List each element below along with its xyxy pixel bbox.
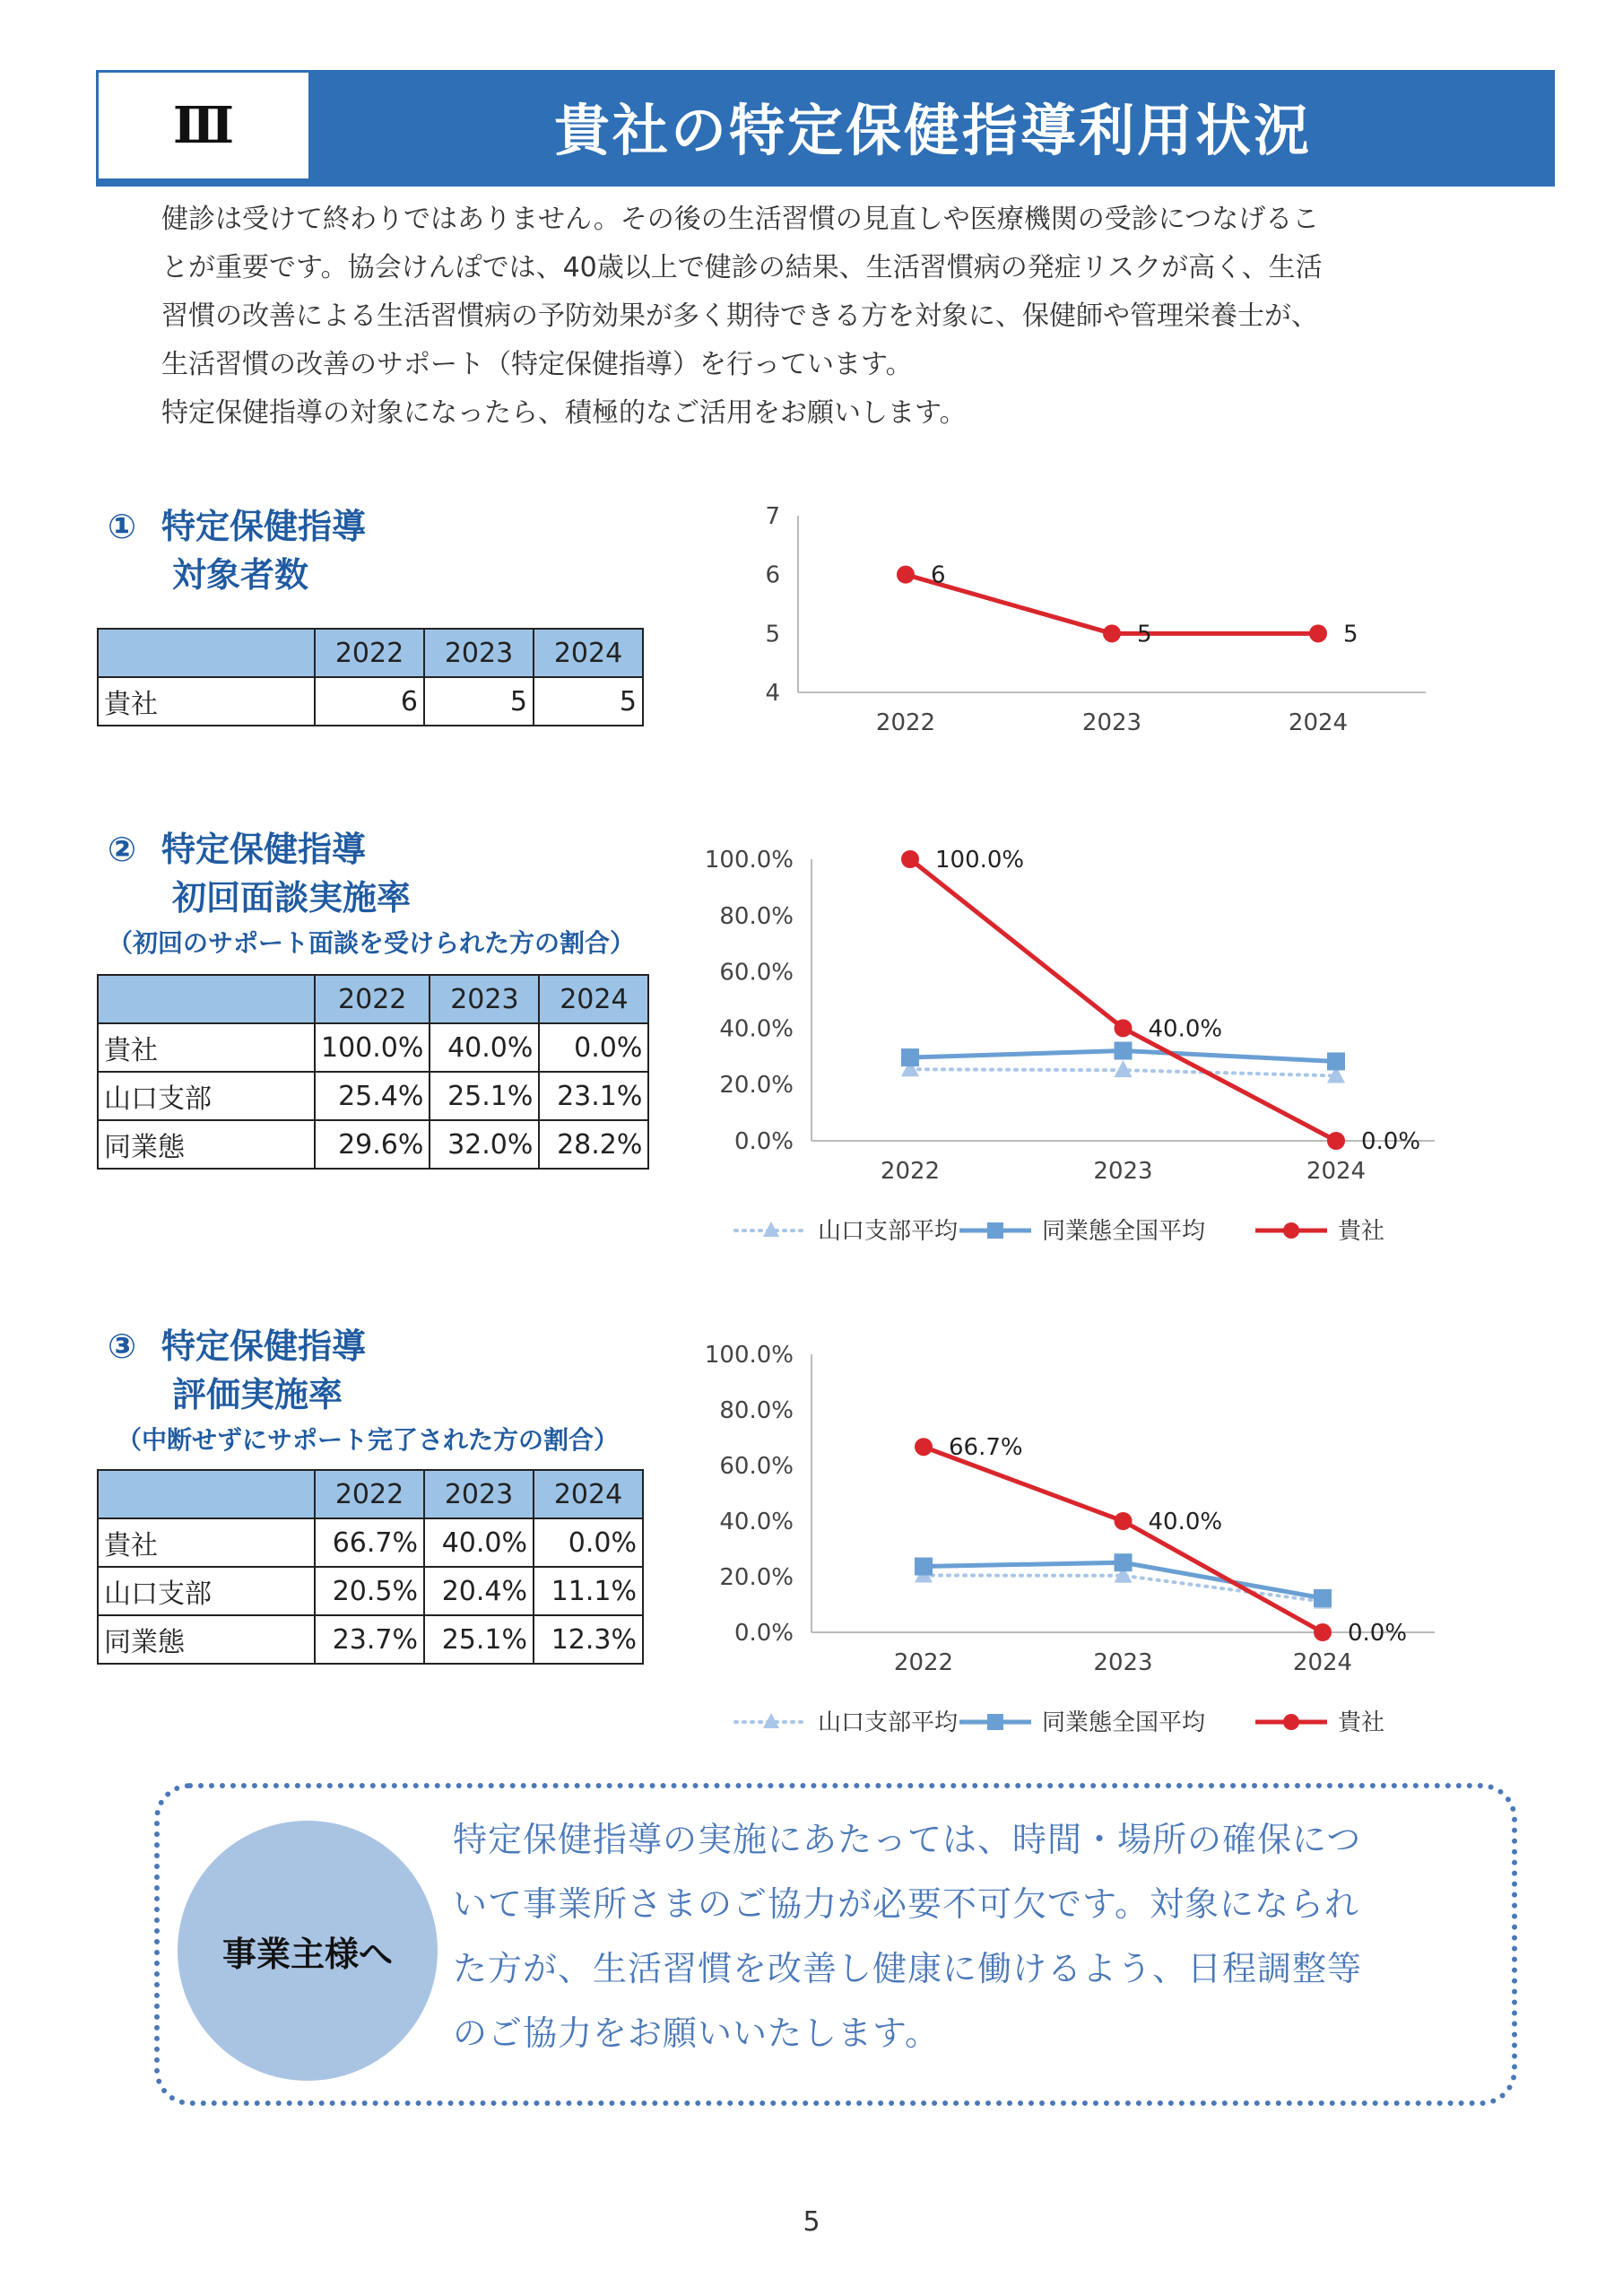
data-point xyxy=(901,850,919,868)
table-row xyxy=(98,1567,643,1615)
section1-number: ① xyxy=(108,507,137,546)
cell-value: 12.3% xyxy=(534,1615,643,1664)
y-tick-label: 60.0% xyxy=(719,959,794,987)
year-header: 2024 xyxy=(534,629,643,677)
y-tick-label: 0.0% xyxy=(733,1620,794,1647)
cell-value: 23.1% xyxy=(539,1072,648,1120)
chart-evaluation-rate xyxy=(664,1327,1462,1740)
data-point xyxy=(1115,1512,1133,1530)
series-line xyxy=(924,1447,1323,1632)
row-label: 山口支部 xyxy=(98,1567,315,1615)
section1-title-line1: 特定保健指導 xyxy=(161,507,367,546)
legend-label: 山口支部平均 xyxy=(818,1218,959,1245)
section-title: 貴社の特定保健指導利用状況 xyxy=(311,70,1555,181)
section1-table xyxy=(97,628,644,726)
y-tick-label: 100.0% xyxy=(704,847,794,874)
intro-line: 習慣の改善による生活習慣病の予防効果が多く期待できる方を対象に、保健師や管理栄養士が、 xyxy=(161,300,1318,332)
y-tick-label: 60.0% xyxy=(719,1453,794,1480)
legend-label: 貴社 xyxy=(1338,1709,1385,1736)
data-label: 0.0% xyxy=(1361,1128,1421,1155)
cell-value: 20.4% xyxy=(424,1567,534,1615)
legend-swatch-marker xyxy=(987,1222,1003,1239)
table-row xyxy=(98,1518,643,1567)
row-label: 山口支部 xyxy=(98,1072,315,1120)
section-number: Ⅲ xyxy=(96,70,311,181)
section3-title-line1: 特定保健指導 xyxy=(161,1326,367,1366)
year-header: 2024 xyxy=(539,975,648,1023)
data-point xyxy=(897,566,915,584)
y-tick-label: 4 xyxy=(765,680,780,707)
x-tick-label: 2023 xyxy=(1093,1649,1153,1676)
y-tick-label: 100.0% xyxy=(704,1342,794,1369)
cell-value: 0.0% xyxy=(534,1518,643,1567)
x-tick-label: 2024 xyxy=(1288,709,1349,736)
row-label: 貴社 xyxy=(98,1023,315,1072)
data-label: 5 xyxy=(1343,621,1358,648)
y-tick-label: 80.0% xyxy=(719,1397,794,1424)
cell-value: 25.1% xyxy=(424,1615,534,1664)
y-tick-label: 6 xyxy=(765,561,780,589)
legend-swatch-marker xyxy=(987,1714,1003,1730)
notice-line: た方が、生活習慣を改善し健康に働けるよう、日程調整等 xyxy=(453,1949,1363,1988)
data-label: 40.0% xyxy=(1148,1509,1223,1535)
employer-notice-text xyxy=(453,1807,1466,2066)
data-point xyxy=(1115,1553,1133,1571)
section3-title-line2: 評価実施率 xyxy=(172,1375,343,1414)
x-tick-label: 2024 xyxy=(1292,1649,1353,1676)
cell-value: 66.7% xyxy=(315,1518,424,1567)
year-header: 2023 xyxy=(424,1470,534,1518)
cell-value: 40.0% xyxy=(424,1518,534,1567)
data-point xyxy=(1309,624,1327,642)
section3-subtitle: （中断せずにサポート完了された方の割合） xyxy=(117,1425,620,1455)
intro-text xyxy=(161,196,1453,438)
section2-title-line2: 初回面談実施率 xyxy=(172,878,412,918)
y-tick-label: 80.0% xyxy=(719,902,794,930)
section2-table xyxy=(97,974,649,1170)
x-tick-label: 2023 xyxy=(1081,709,1142,736)
data-point xyxy=(1115,1019,1133,1037)
y-tick-label: 5 xyxy=(765,621,780,648)
chart-initial-interview-rate xyxy=(664,834,1462,1247)
cell-value: 6 xyxy=(315,677,424,726)
row-label: 貴社 xyxy=(98,1518,315,1567)
section3-table xyxy=(97,1469,644,1665)
section1-title-line2: 対象者数 xyxy=(172,555,309,595)
section2-title-line1: 特定保健指導 xyxy=(161,830,367,869)
cell-value: 100.0% xyxy=(315,1023,430,1072)
legend-swatch-marker xyxy=(1283,1222,1299,1239)
data-label: 66.7% xyxy=(949,1434,1023,1462)
section1-title xyxy=(108,502,366,599)
notice-line: 特定保健指導の実施にあたっては、時間・場所の確保につ xyxy=(453,1820,1362,1859)
cell-value: 25.4% xyxy=(315,1072,430,1120)
y-tick-label: 20.0% xyxy=(719,1564,794,1591)
year-header: 2022 xyxy=(315,629,424,677)
section2-title xyxy=(108,825,411,922)
data-label: 40.0% xyxy=(1148,1015,1223,1043)
y-tick-label: 40.0% xyxy=(719,1015,794,1043)
table-header-row xyxy=(98,975,648,1023)
cell-value: 11.1% xyxy=(534,1567,643,1615)
year-header: 2022 xyxy=(315,975,430,1023)
y-tick-label: 40.0% xyxy=(719,1509,794,1535)
legend-label: 同業態全国平均 xyxy=(1042,1709,1206,1736)
table-row xyxy=(98,677,643,726)
legend-label: 山口支部平均 xyxy=(818,1709,959,1736)
x-tick-label: 2022 xyxy=(880,1158,941,1185)
data-label: 6 xyxy=(931,561,946,589)
x-tick-label: 2022 xyxy=(893,1649,954,1676)
legend-swatch-marker xyxy=(1283,1714,1299,1730)
data-point xyxy=(1103,624,1121,642)
notice-line: いて事業所さまのご協力が必要不可欠です。対象になられ xyxy=(453,1884,1359,1924)
cell-value: 5 xyxy=(424,677,534,726)
legend-label: 貴社 xyxy=(1338,1218,1385,1245)
table-row xyxy=(98,1072,648,1120)
section2-subtitle: （初回のサポート面談を受けられた方の割合） xyxy=(108,928,636,958)
intro-line: 健診は受けて終わりではありません。その後の生活習慣の見直しや医療機関の受診につなげるこ xyxy=(161,204,1320,235)
data-point xyxy=(1327,1132,1345,1150)
cell-value: 40.0% xyxy=(430,1023,539,1072)
year-header: 2023 xyxy=(430,975,539,1023)
y-tick-label: 7 xyxy=(765,503,780,530)
data-label: 5 xyxy=(1137,621,1152,648)
data-label: 100.0% xyxy=(935,847,1025,874)
table-row xyxy=(98,1615,643,1664)
year-header: 2022 xyxy=(315,1470,424,1518)
cell-value: 0.0% xyxy=(539,1023,648,1072)
x-tick-label: 2023 xyxy=(1093,1158,1153,1185)
data-point xyxy=(1327,1052,1345,1070)
cell-value: 28.2% xyxy=(539,1120,648,1169)
cell-value: 23.7% xyxy=(315,1615,424,1664)
x-tick-label: 2024 xyxy=(1306,1158,1367,1185)
section3-number: ③ xyxy=(108,1326,137,1366)
table-corner xyxy=(98,975,315,1023)
cell-value: 5 xyxy=(534,677,643,726)
table-corner xyxy=(98,629,315,677)
legend-label: 同業態全国平均 xyxy=(1042,1218,1206,1245)
page-number: 5 xyxy=(803,2206,820,2238)
section-header xyxy=(96,70,1555,185)
data-point xyxy=(915,1438,933,1456)
intro-line: 特定保健指導の対象になったら、積極的なご活用をお願いします。 xyxy=(161,397,967,429)
data-point xyxy=(901,1048,919,1066)
cell-value: 29.6% xyxy=(315,1120,430,1169)
cell-value: 20.5% xyxy=(315,1567,424,1615)
y-tick-label: 20.0% xyxy=(719,1072,794,1100)
y-tick-label: 0.0% xyxy=(733,1128,794,1155)
series-line xyxy=(910,859,1336,1141)
table-row xyxy=(98,1120,648,1169)
table-header-row xyxy=(98,1470,643,1518)
data-point xyxy=(915,1558,933,1576)
data-point xyxy=(1115,1042,1133,1060)
year-header: 2024 xyxy=(534,1470,643,1518)
table-header-row xyxy=(98,629,643,677)
intro-line: とが重要です。協会けんぽでは、40歳以上で健診の結果、生活習慣病の発症リスクが高く、生活 xyxy=(161,252,1323,283)
employer-notice-badge: 事業主様へ xyxy=(178,1821,438,2081)
data-point xyxy=(1314,1623,1332,1641)
row-label: 同業態 xyxy=(98,1615,315,1664)
row-label: 貴社 xyxy=(98,677,315,726)
data-point xyxy=(1314,1589,1332,1607)
row-label: 同業態 xyxy=(98,1120,315,1169)
cell-value: 25.1% xyxy=(430,1072,539,1120)
section3-title xyxy=(108,1322,366,1419)
cell-value: 32.0% xyxy=(430,1120,539,1169)
section2-number: ② xyxy=(108,830,137,869)
year-header: 2023 xyxy=(424,629,534,677)
intro-line: 生活習慣の改善のサポート（特定保健指導）を行っています。 xyxy=(161,349,913,380)
header-underline xyxy=(96,181,1555,187)
x-tick-label: 2022 xyxy=(875,709,936,736)
table-corner xyxy=(98,1470,315,1518)
data-label: 0.0% xyxy=(1348,1620,1408,1647)
notice-line: のご協力をお願いいたします。 xyxy=(453,2013,940,2053)
table-row xyxy=(98,1023,648,1072)
chart-target-count xyxy=(708,493,1444,762)
